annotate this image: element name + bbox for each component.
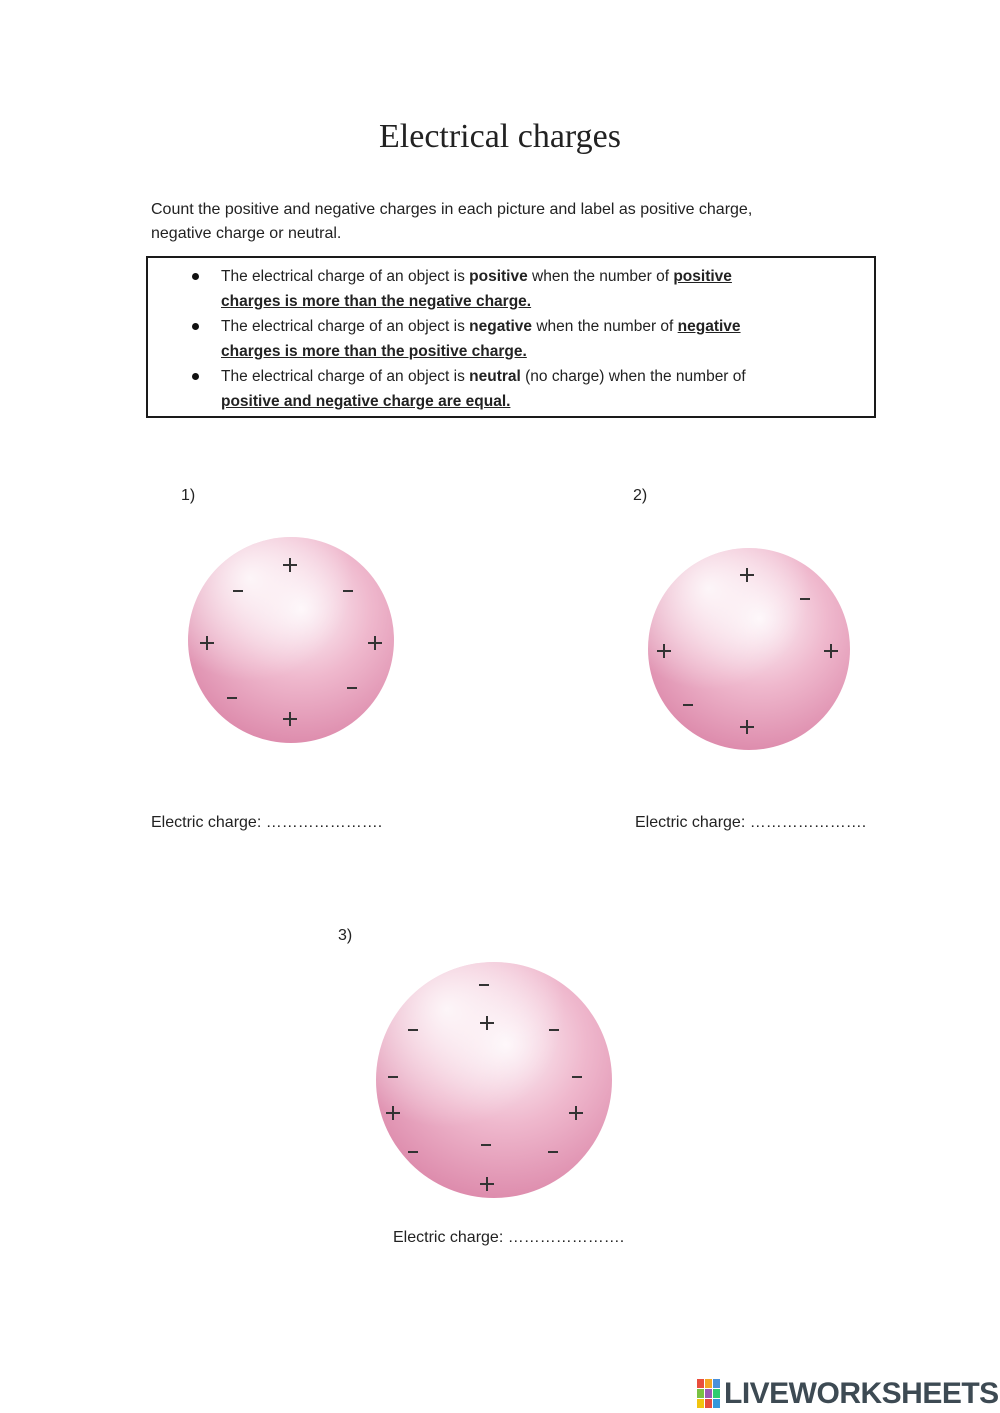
sphere-highlight [376, 962, 612, 1198]
bullet-icon [192, 373, 199, 380]
brand-watermark [696, 1376, 999, 1412]
liveworksheets-logo-icon [696, 1378, 722, 1410]
question-2-number: 2) [633, 487, 648, 504]
bullet-icon [192, 273, 199, 280]
charged-object-2 [649, 547, 849, 751]
answer-blank[interactable]: …………………. [749, 814, 867, 831]
brand-name: LIVEWORKSHEETS [724, 1377, 999, 1410]
sphere-highlight [648, 548, 850, 750]
answer-label: Electric charge: [635, 814, 746, 831]
charged-object-1 [192, 535, 390, 745]
page-title: Electrical charges [379, 118, 621, 155]
question-3-answer[interactable] [393, 1229, 624, 1247]
answer-label: Electric charge: [151, 814, 262, 831]
answer-label: Electric charge: [393, 1229, 504, 1246]
question-1-number: 1) [181, 487, 196, 504]
question-1-answer[interactable] [151, 814, 382, 832]
bullet-icon [192, 323, 199, 330]
question-3-number: 3) [338, 927, 353, 944]
rule-neutral: The electrical charge of an object is neutral (no charge) when the number of positive and negative charge are equal. [148, 365, 791, 414]
instructions-text: Count the positive and negative charges in each picture and label as positive charge, negative charge or neutral. [151, 201, 753, 242]
rule-negative: The electrical charge of an object is negative when the number of negative charges is more than the positive charge. [148, 315, 791, 364]
answer-blank[interactable]: …………………. [507, 1229, 625, 1246]
answer-blank[interactable]: …………………. [265, 814, 383, 831]
rule-positive: The electrical charge of an object is positive when the number of positive charges is more than the negative charge. [148, 265, 791, 314]
charged-object-3 [381, 962, 607, 1198]
question-2-answer[interactable] [635, 814, 866, 832]
rules-box [146, 256, 876, 418]
